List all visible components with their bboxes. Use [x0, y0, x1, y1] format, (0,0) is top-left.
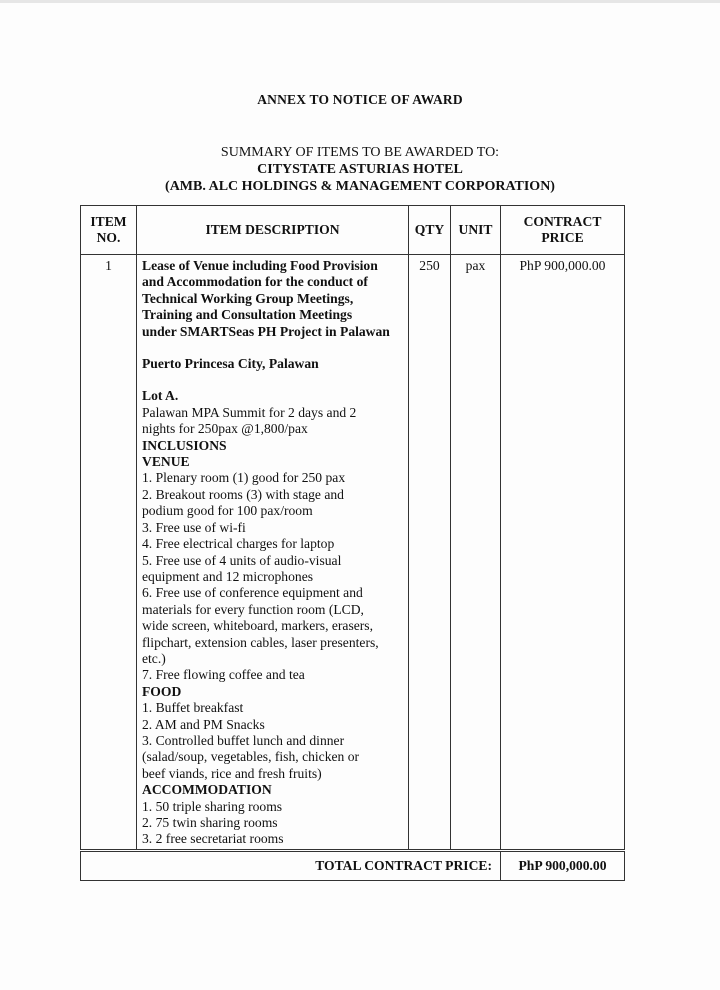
cell-item-no: 1 — [81, 255, 137, 851]
annex-title: ANNEX TO NOTICE OF AWARD — [257, 92, 463, 107]
header-item-no: ITEM NO. — [81, 206, 137, 255]
page-top-edge — [0, 0, 720, 3]
summary-block — [0, 144, 720, 195]
venue-list: 1. Plenary room (1) good for 250 pax 2. Breakout rooms (3) with stage and podium good for 100 pax/room 3. Free use of wi-fi 4. Free electrical charges for laptop 5. Free use of 4 units of audio-visual equipment and 12 microphones 6. Free use of conference equipment and materials for every function room (LCD, wide screen, whiteboard, markers, erasers, flipchart, extension cables, laser presenters, etc.) 7. Free flowing coffee and tea — [142, 470, 379, 683]
cell-unit: pax — [451, 255, 501, 851]
accommodation-list: 1. 50 triple sharing rooms 2. 75 twin sharing rooms 3. 2 free secretariat rooms — [142, 798, 284, 847]
summary-line: SUMMARY OF ITEMS TO BE AWARDED TO: — [220, 145, 500, 160]
food-heading: FOOD — [142, 683, 182, 699]
hotel-name: CITYSTATE ASTURIAS HOTEL — [257, 162, 463, 177]
header-item-description: ITEM DESCRIPTION — [137, 206, 409, 255]
inclusions-heading: INCLUSIONS — [142, 437, 227, 453]
location: Puerto Princesa City, Palawan — [142, 356, 319, 372]
food-list: 1. Buffet breakfast 2. AM and PM Snacks 3. Controlled buffet lunch and dinner (salad/soup, vegetables, fish, chicken or beef viands, rice and fresh fruits) — [142, 700, 360, 781]
table-row — [81, 255, 625, 851]
total-label: TOTAL CONTRACT PRICE: — [81, 851, 501, 881]
header-qty: QTY — [409, 206, 451, 255]
header-unit: UNIT — [451, 206, 501, 255]
lot-description: Palawan MPA Summit for 2 days and 2 nights for 250pax @1,800/pax — [142, 404, 357, 437]
cell-contract-price: PhP 900,000.00 — [501, 255, 625, 851]
cell-qty: 250 — [409, 255, 451, 851]
total-row — [81, 851, 625, 881]
total-value: PhP 900,000.00 — [501, 851, 625, 881]
cell-item-description — [137, 255, 409, 851]
accommodation-heading: ACCOMMODATION — [142, 782, 272, 798]
corporation-name: (AMB. ALC HOLDINGS & MANAGEMENT CORPORATION) — [165, 179, 555, 194]
table-header-row — [81, 206, 625, 255]
award-table — [80, 205, 625, 881]
venue-heading: VENUE — [142, 454, 190, 470]
header-contract-price: CONTRACT PRICE — [501, 206, 625, 255]
lot-label: Lot A. — [142, 388, 179, 404]
description-title: Lease of Venue including Food Provision and Accommodation for the conduct of Technical Working Group Meetings, Training and Consultation Meetings under SMARTSeas PH Project in Palawan — [142, 258, 390, 339]
